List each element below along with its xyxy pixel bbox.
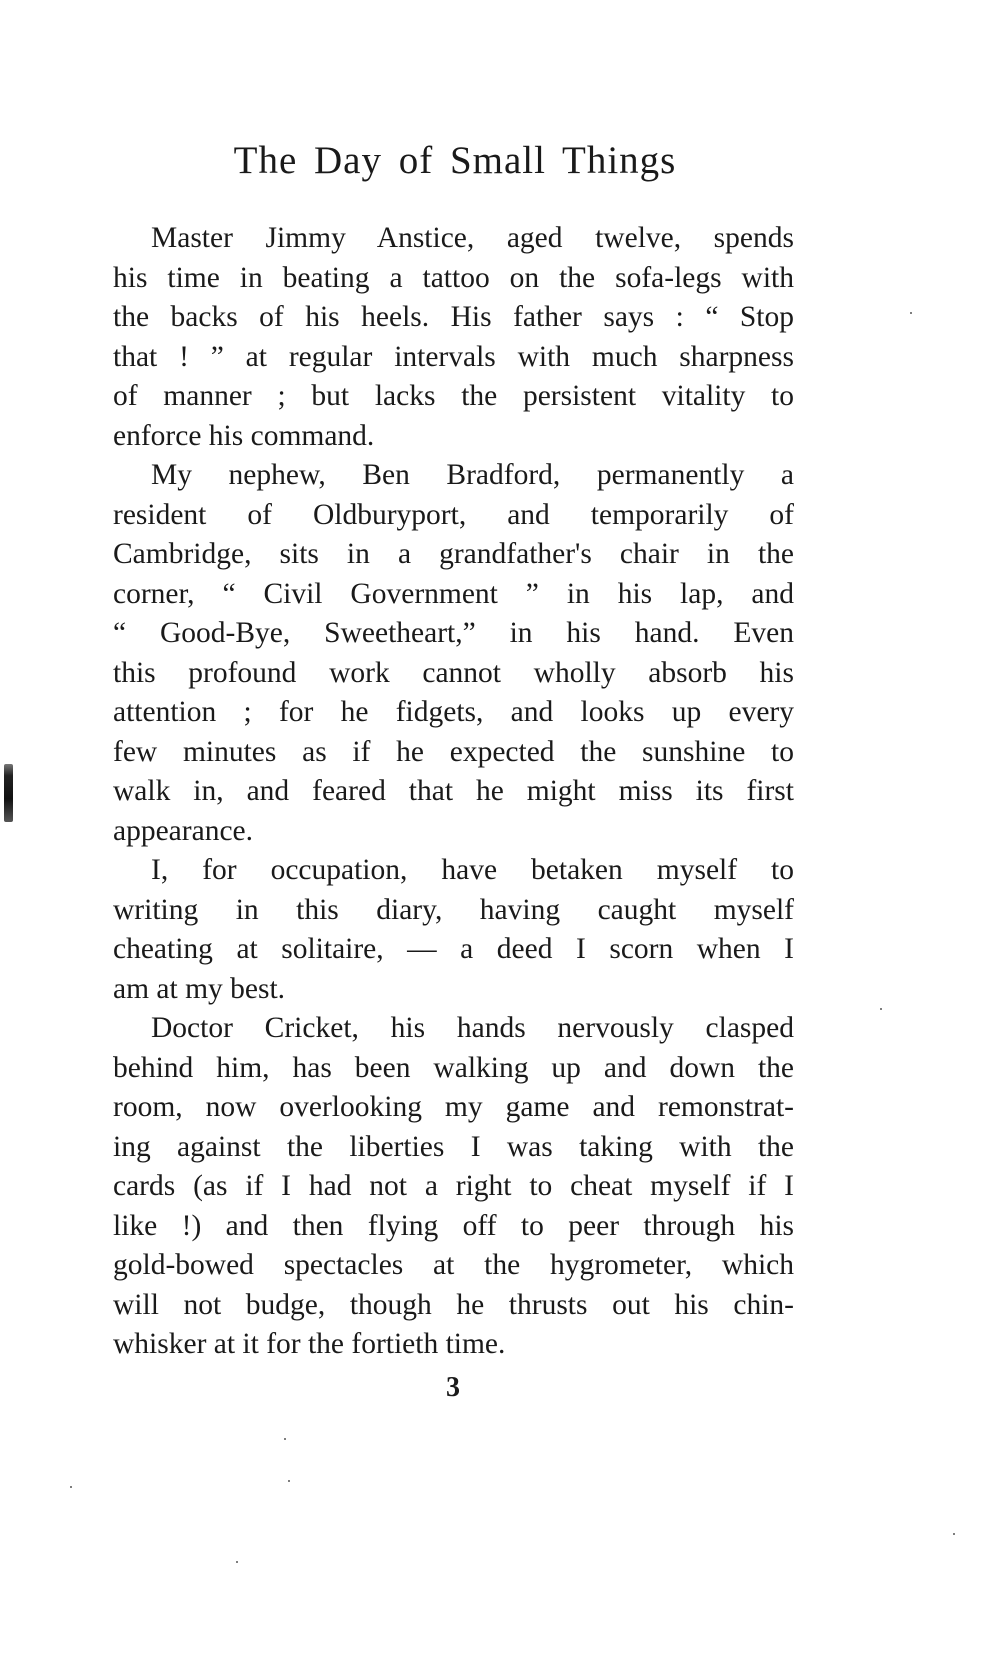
- text-line: am at my best.: [113, 972, 286, 1005]
- scan-speck: [880, 1008, 882, 1010]
- scan-speck: [288, 1480, 290, 1482]
- text-line: few minutes as if he expected the sunshine to: [113, 735, 794, 768]
- scan-speck: [236, 1561, 238, 1563]
- text-line: cards (as if I had not a right to cheat myself if I: [113, 1170, 794, 1202]
- page-title: The Day of Small Things: [233, 139, 677, 182]
- text-line: ing against the liberties I was taking with the: [113, 1130, 794, 1163]
- scan-speck: [284, 1438, 286, 1440]
- text-line: room, now overlooking my game and remonstrat-: [113, 1091, 794, 1123]
- text-line: enforce his command.: [113, 419, 375, 452]
- text-line: will not budge, though he thrusts out his chin-: [113, 1288, 794, 1321]
- text-line: behind him, has been walking up and down the: [113, 1051, 794, 1084]
- text-line: Doctor Cricket, his hands nervously clasped: [151, 1012, 794, 1044]
- text-line: attention ; for he fidgets, and looks up every: [113, 696, 794, 728]
- text-line: like !) and then flying off to peer through his: [113, 1209, 794, 1242]
- scan-speck: [70, 1486, 72, 1488]
- text-line: My nephew, Ben Bradford, permanently a: [151, 459, 794, 491]
- page-number: 3: [446, 1372, 460, 1403]
- text-line: gold-bowed spectacles at the hygrometer, which: [113, 1249, 794, 1281]
- text-line: I, for occupation, have betaken myself to: [151, 854, 794, 886]
- text-line: the backs of his heels. His father says : “ Stop: [113, 301, 794, 333]
- body-text: [113, 219, 794, 1365]
- text-line: Master Jimmy Anstice, aged twelve, spends: [151, 222, 794, 254]
- binding-edge-mark: [4, 764, 13, 822]
- text-line: walk in, and feared that he might miss its first: [113, 775, 794, 807]
- text-line: cheating at solitaire, — a deed I scorn when I: [113, 933, 794, 965]
- text-line: corner, “ Civil Government ” in his lap, and: [113, 577, 794, 610]
- text-line: appearance.: [113, 814, 254, 847]
- text-line: of manner ; but lacks the persistent vitality to: [113, 380, 794, 412]
- text-line: writing in this diary, having caught myself: [113, 893, 794, 926]
- text-line: his time in beating a tattoo on the sofa-legs with: [113, 261, 794, 294]
- text-line: that ! ” at regular intervals with much sharpness: [113, 340, 794, 373]
- text-line: this profound work cannot wholly absorb his: [113, 656, 794, 689]
- scan-speck: [910, 312, 912, 314]
- text-line: “ Good-Bye, Sweetheart,” in his hand. Even: [113, 617, 794, 649]
- scan-speck: [953, 1533, 955, 1535]
- text-line: whisker at it for the fortieth time.: [113, 1328, 506, 1360]
- text-line: resident of Oldburyport, and temporarily of: [113, 498, 794, 531]
- text-line: Cambridge, sits in a grandfather's chair in the: [113, 538, 794, 570]
